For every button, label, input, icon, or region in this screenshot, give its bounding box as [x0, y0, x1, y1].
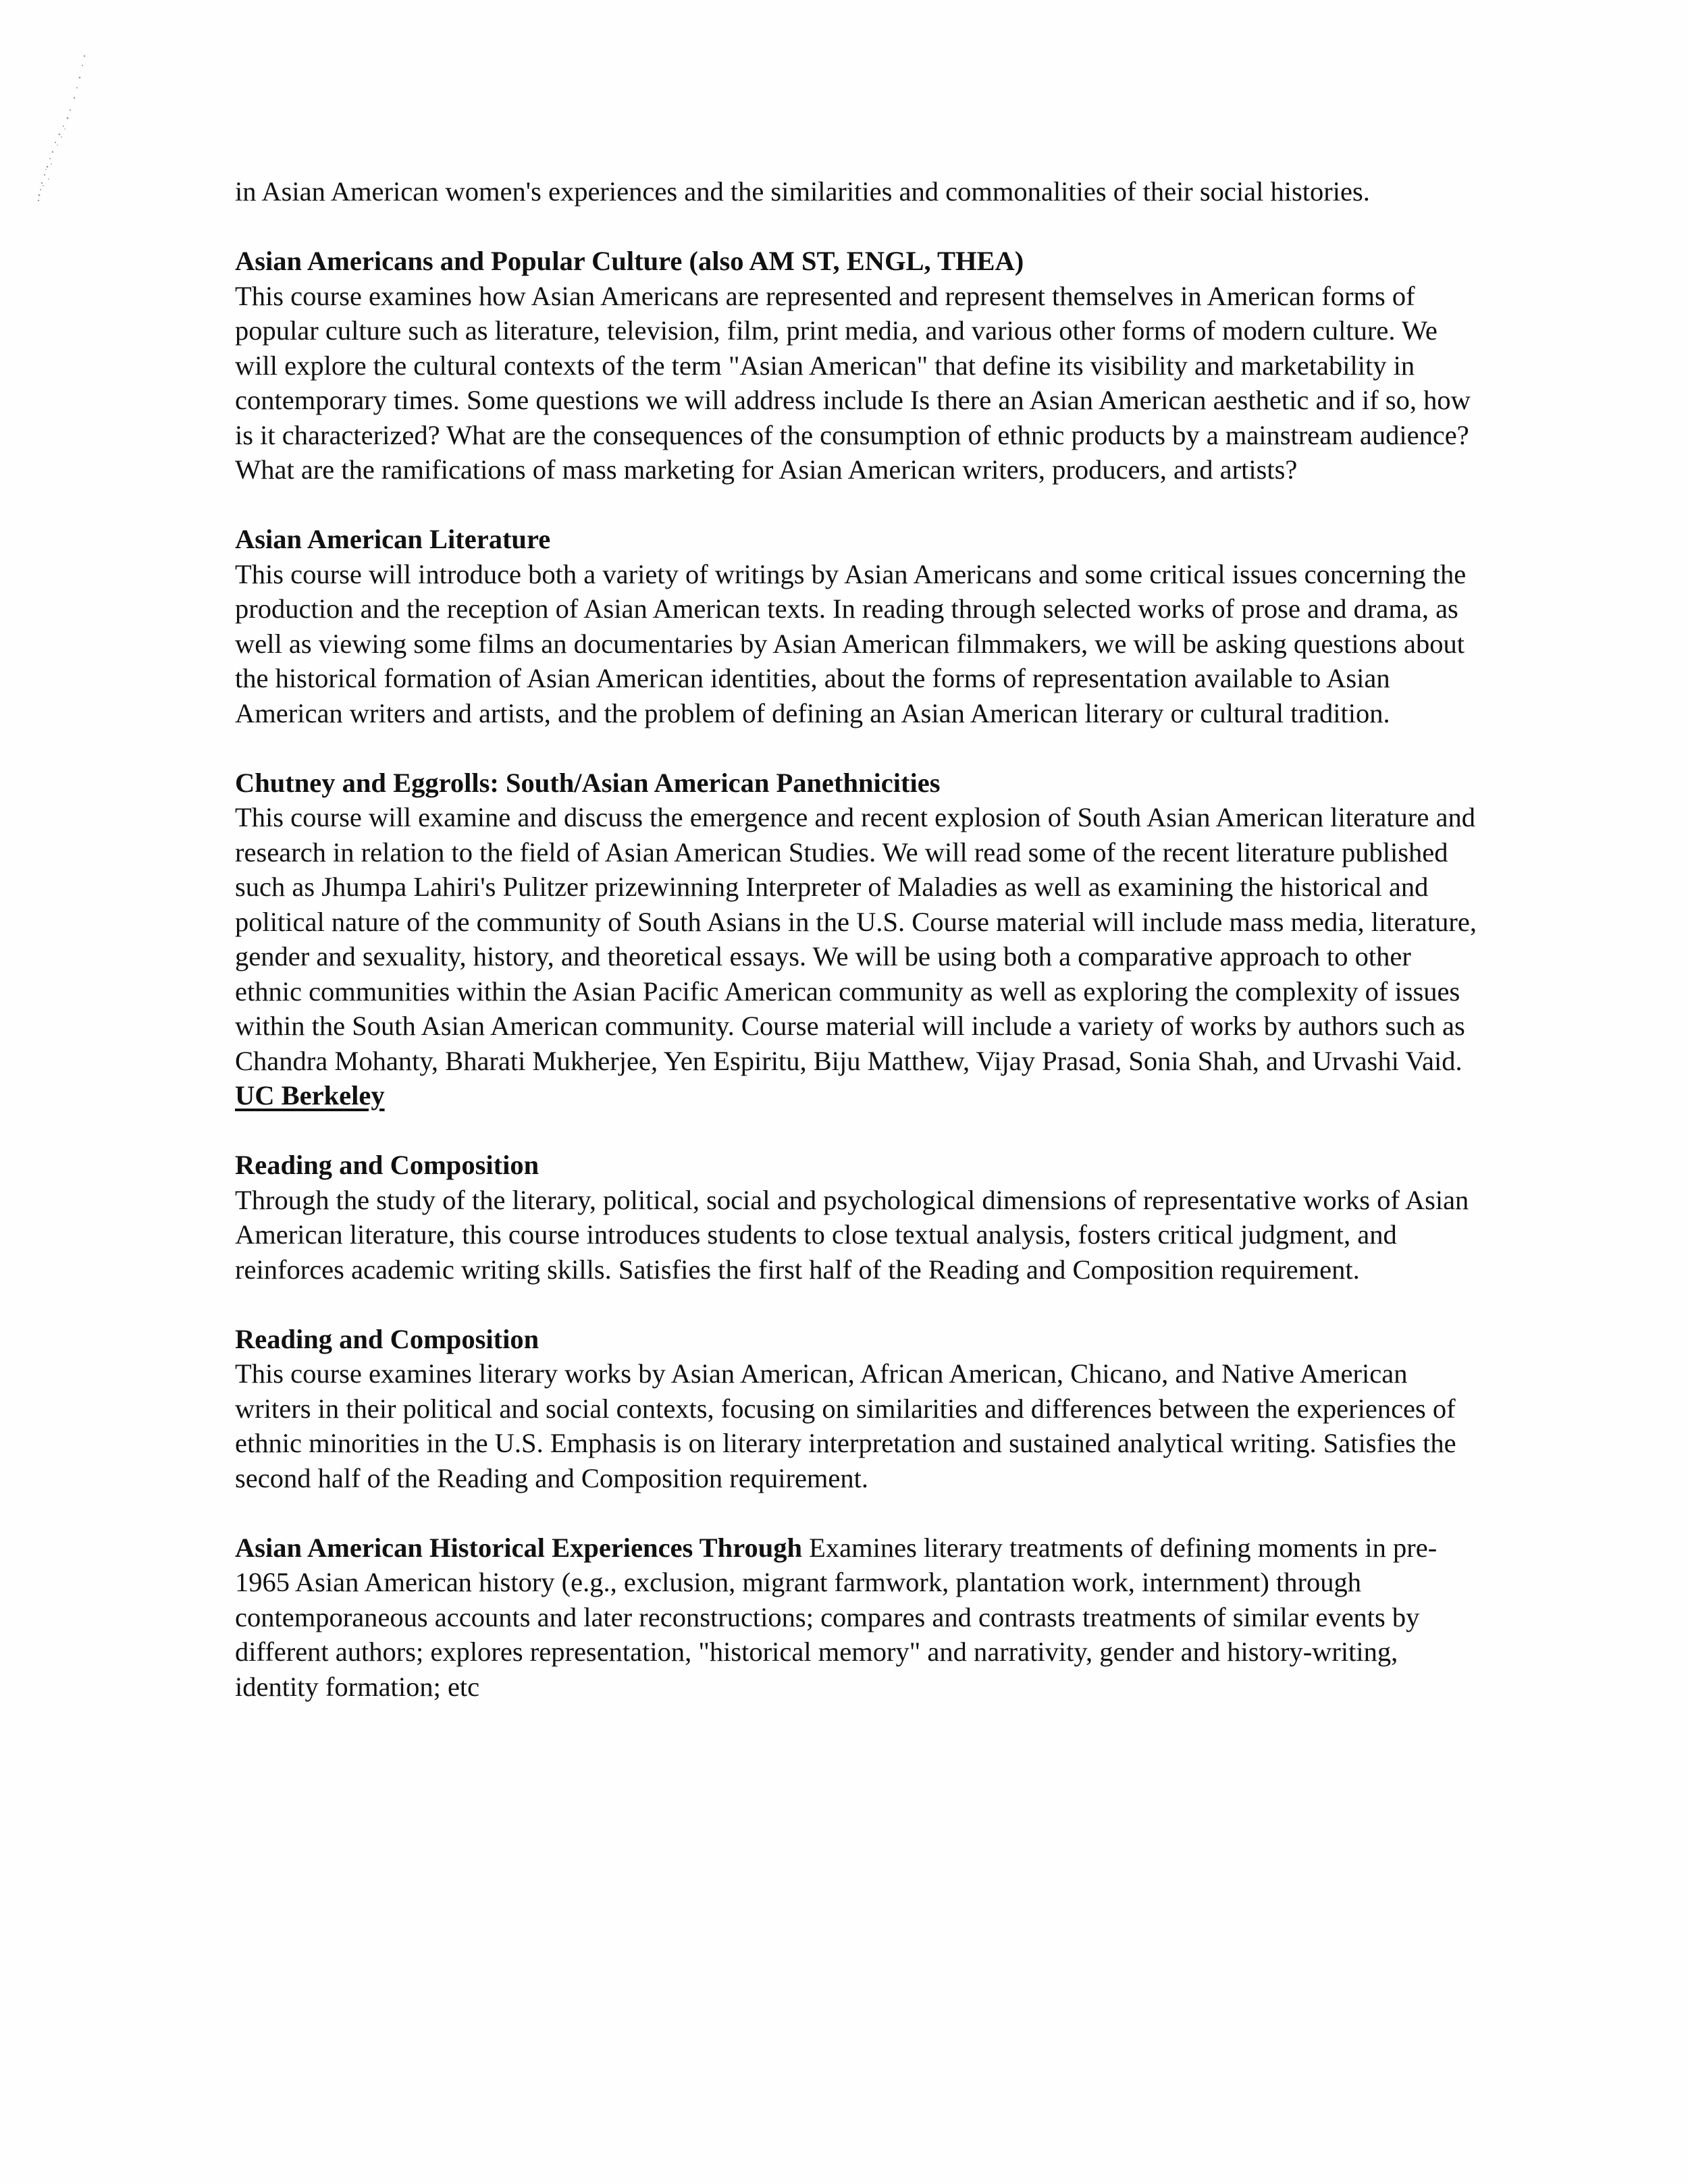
- course-entry: [235, 1148, 1484, 1287]
- course-title: Reading and Composition: [235, 1323, 539, 1354]
- course-description: This course will examine and discuss the emergence and recent explosion of South Asian American literature and research in relation to the field of Asian American Studies. We will read some of the recent literature published such as Jhumpa Lahiri's Pulitzer prizewinning Interpreter of Maladies as well as examining the historical and political nature of the community of South Asians in the U.S. Course material will include mass media, literature, gender and sexuality, history, and theoretical essays. We will be using both a comparative approach to other ethnic communities within the Asian Pacific American community as well as exploring the complexity of issues within the South Asian American community. Course material will include a variety of works by authors such as Chandra Mohanty, Bharati Mukherjee, Yen Espiritu, Biju Matthew, Vijay Prasad, Sonia Shah, and Urvashi Vaid.: [235, 802, 1477, 1076]
- course-description: Examines literary treatments of defining moments in pre-1965 Asian American history (e.g., exclusion, migrant farmwork, plantation work, internment) through contemporaneous accounts and later reconstructions; compares and contrasts treatments of similar events by different authors; explores representation, "historical memory" and narrativity, gender and history-writing, identity formation; etc: [235, 1532, 1438, 1702]
- course-description: This course examines literary works by Asian American, African American, Chicano, and Native American writers in their political and social contexts, focusing on similarities and differences between the experiences of ethnic minorities in the U.S. Emphasis is on literary interpretation and sustained analytical writing. Satisfies the second half of the Reading and Composition requirement.: [235, 1358, 1456, 1493]
- course-entry: [235, 244, 1484, 487]
- course-entry: [235, 522, 1484, 730]
- course-description: This course examines how Asian Americans are represented and represent themselves in American forms of popular culture such as literature, television, film, print media, and various other forms of modern culture. We will explore the cultural contexts of the term "Asian American" that define its visibility and marketability in contemporary times. Some questions we will address include Is there an Asian American aesthetic and if so, how is it characterized? What are the consequences of the consumption of ethnic products by a mainstream audience? What are the ramifications of mass marketing for Asian American writers, producers, and artists?: [235, 280, 1471, 485]
- document-body: [235, 174, 1484, 1739]
- course-description: This course will introduce both a variety of writings by Asian Americans and some critical issues concerning the production and the reception of Asian American texts. In reading through selected works of prose and drama, as well as viewing some films an documentaries by Asian American filmmakers, we will be asking questions about the historical formation of Asian American identities, about the forms of representation available to Asian American writers and artists, and the problem of defining an Asian American literary or cultural tradition.: [235, 558, 1467, 728]
- intro-paragraph: [235, 174, 1484, 209]
- course-entry: [235, 1322, 1484, 1496]
- course-title: Chutney and Eggrolls: South/Asian American Panethnicities: [235, 767, 941, 798]
- course-description: Through the study of the literary, political, social and psychological dimensions of representative works of Asian American literature, this course introduces students to close textual analysis, fosters critical judgment, and reinforces academic writing skills. Satisfies the first half of the Reading and Composition requirement.: [235, 1184, 1469, 1285]
- section-heading: UC Berkeley: [235, 1080, 385, 1111]
- course-title: Asian Americans and Popular Culture (also AM ST, ENGL, THEA): [235, 246, 1024, 276]
- scan-artifact-marks: [20, 51, 95, 206]
- course-entry: [235, 1530, 1484, 1705]
- course-title: Asian American Historical Experiences Through: [235, 1532, 810, 1563]
- intro-text: in Asian American women's experiences and the similarities and commonalities of their social histories.: [235, 176, 1370, 207]
- course-entry: [235, 766, 1484, 1079]
- course-title: Reading and Composition: [235, 1150, 539, 1180]
- course-title: Asian American Literature: [235, 524, 551, 554]
